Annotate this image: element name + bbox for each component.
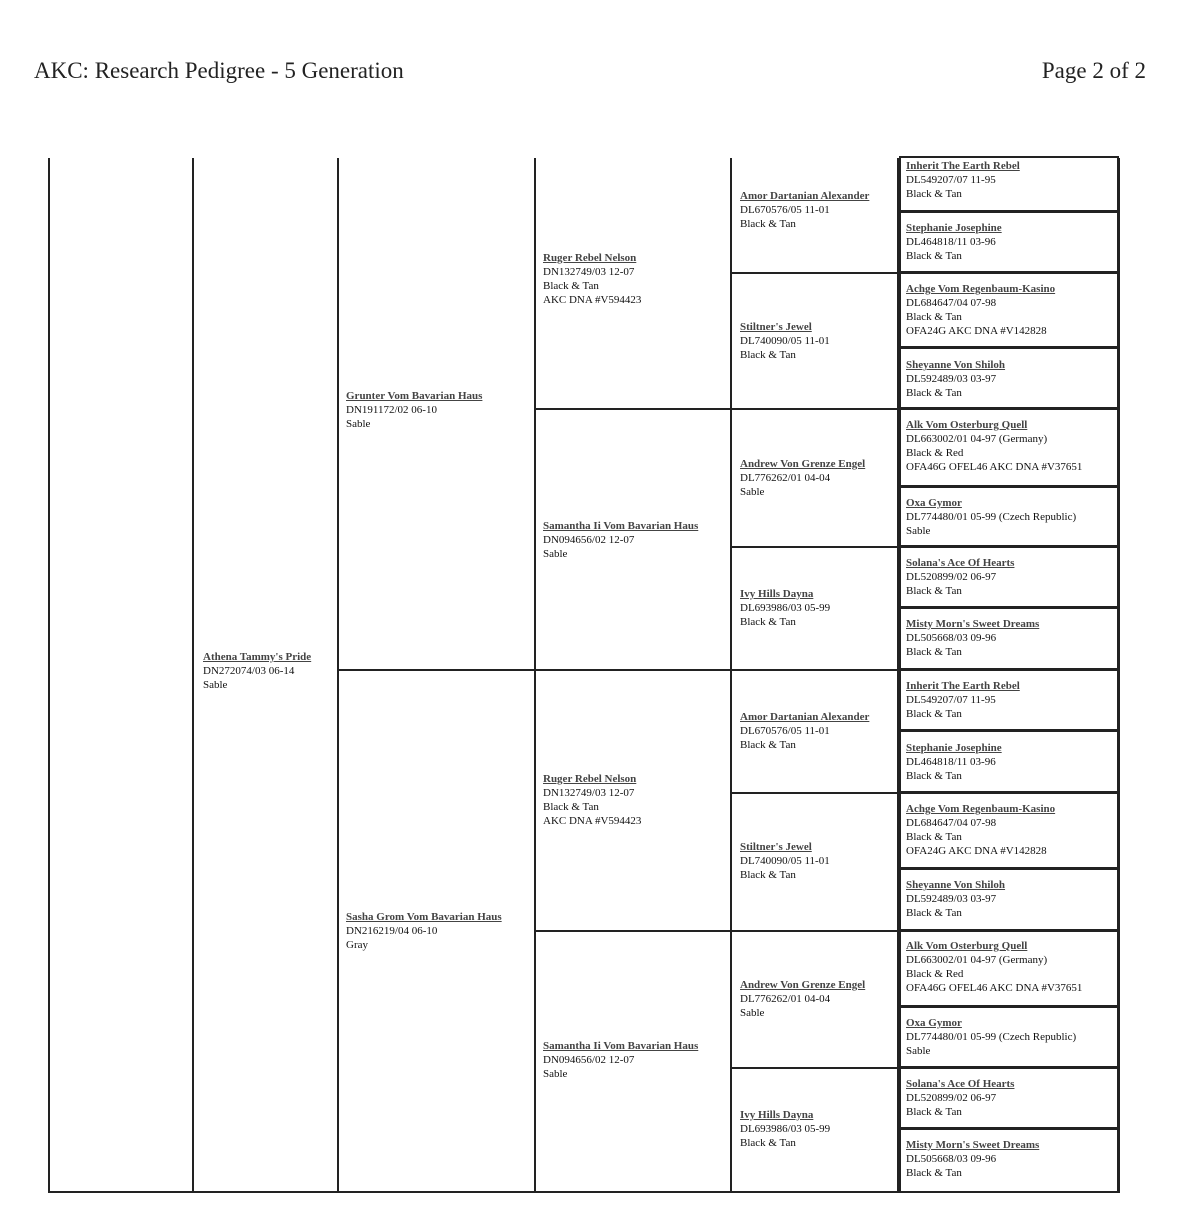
gen5-entry: [906, 358, 1005, 400]
column-line: [337, 158, 339, 1193]
coat-color: Black & Tan: [740, 218, 796, 230]
dog-name[interactable]: Achge Vom Regenbaum-Kasino: [906, 283, 1056, 295]
coat-color: Black & Tan: [740, 349, 796, 361]
dog-name[interactable]: Alk Vom Osterburg Quell: [906, 419, 1028, 431]
dog-name[interactable]: Andrew Von Grenze Engel: [740, 979, 866, 991]
registration: DL670576/05 11-01: [740, 204, 830, 216]
coat-color: Black & Tan: [906, 188, 962, 200]
dog-name[interactable]: Sheyanne Von Shiloh: [906, 359, 1006, 371]
dog-name[interactable]: Ruger Rebel Nelson: [543, 252, 637, 264]
coat-color: Gray: [346, 939, 368, 951]
coat-color: Black & Tan: [906, 250, 962, 262]
dog-name[interactable]: Oxa Gymor: [906, 497, 962, 509]
registration: DN216219/04 06-10: [346, 925, 438, 937]
dog-name[interactable]: Inherit The Earth Rebel: [906, 160, 1020, 172]
registration: DL693986/03 05-99: [740, 602, 831, 614]
dog-name[interactable]: Solana's Ace Of Hearts: [906, 557, 1015, 569]
gen5-entry: [906, 496, 1076, 538]
coat-color: Black & Tan: [906, 907, 962, 919]
gen5-entry: [906, 1077, 1014, 1119]
dog-name[interactable]: Achge Vom Regenbaum-Kasino: [906, 803, 1056, 815]
health-dna-info: OFA46G OFEL46 AKC DNA #V37651: [906, 982, 1083, 994]
coat-color: Sable: [740, 486, 765, 498]
column-line: [192, 158, 194, 1193]
dog-name[interactable]: Misty Morn's Sweet Dreams: [906, 1139, 1040, 1151]
dog-name[interactable]: Amor Dartanian Alexander: [740, 190, 870, 202]
gen4-entry: [740, 710, 869, 752]
registration: DL776262/01 04-04: [740, 993, 831, 1005]
coat-color: Black & Tan: [906, 585, 962, 597]
registration: DN132749/03 12-07: [543, 266, 635, 278]
gen4-entry: [740, 457, 865, 499]
gen2-entry-sire: [346, 389, 482, 431]
coat-color: Sable: [543, 1068, 568, 1080]
registration: DL505668/03 09-96: [906, 1153, 997, 1165]
column-line: [730, 158, 732, 1193]
health-dna-info: OFA46G OFEL46 AKC DNA #V37651: [906, 461, 1083, 473]
gen4-entry: [740, 978, 865, 1020]
coat-color: Black & Tan: [906, 387, 962, 399]
dog-name[interactable]: Sheyanne Von Shiloh: [906, 879, 1006, 891]
dog-name[interactable]: Stephanie Josephine: [906, 222, 1002, 234]
coat-color: Black & Tan: [543, 280, 599, 292]
gen3-entry: [543, 519, 698, 561]
dna-info: AKC DNA #V594423: [543, 815, 642, 827]
coat-color: Black & Tan: [906, 1106, 962, 1118]
document-title: AKC: Research Pedigree - 5 Generation: [34, 58, 404, 83]
registration: DL663002/01 04-97 (Germany): [906, 433, 1048, 445]
gen5-entry: [906, 939, 1082, 995]
coat-color: Black & Tan: [906, 1167, 962, 1179]
coat-color: Black & Tan: [906, 311, 962, 323]
registration: DL520899/02 06-97: [906, 571, 997, 583]
registration: DL464818/11 03-96: [906, 756, 996, 768]
gen5-entry: [906, 418, 1082, 474]
gen4-entry: [740, 189, 869, 231]
registration: DL520899/02 06-97: [906, 1092, 997, 1104]
coat-color: Black & Red: [906, 447, 964, 459]
dog-name[interactable]: Alk Vom Osterburg Quell: [906, 940, 1028, 952]
registration: DN132749/03 12-07: [543, 787, 635, 799]
registration: DL740090/05 11-01: [740, 335, 830, 347]
coat-color: Sable: [203, 679, 228, 691]
gen5-entry: [906, 617, 1039, 659]
gen5-entry: [906, 159, 1020, 201]
gen5-entry: [906, 802, 1055, 858]
gen4-entry: [740, 1108, 830, 1150]
dog-name[interactable]: Inherit The Earth Rebel: [906, 680, 1020, 692]
registration: DL693986/03 05-99: [740, 1123, 831, 1135]
registration: DL776262/01 04-04: [740, 472, 831, 484]
registration: DL774480/01 05-99 (Czech Republic): [906, 511, 1077, 523]
gen5-entry: [906, 741, 1002, 783]
coat-color: Black & Tan: [740, 869, 796, 881]
column-line: [534, 158, 536, 1193]
dog-name[interactable]: Ivy Hills Dayna: [740, 1109, 814, 1121]
coat-color: Black & Tan: [740, 1137, 796, 1149]
dog-name[interactable]: Stiltner's Jewel: [740, 321, 812, 333]
dog-name[interactable]: Oxa Gymor: [906, 1017, 962, 1029]
gen5-entry: [906, 1138, 1039, 1180]
dog-name[interactable]: Grunter Vom Bavarian Haus: [346, 390, 483, 402]
gen5-entry: [906, 878, 1005, 920]
dog-name[interactable]: Andrew Von Grenze Engel: [740, 458, 866, 470]
gen3-entry: [543, 251, 641, 307]
gen4-entry: [740, 840, 830, 882]
dog-name[interactable]: Samantha Ii Vom Bavarian Haus: [543, 520, 699, 532]
dog-name[interactable]: Stiltner's Jewel: [740, 841, 812, 853]
health-dna-info: OFA24G AKC DNA #V142828: [906, 845, 1047, 857]
coat-color: Black & Red: [906, 968, 964, 980]
coat-color: Sable: [740, 1007, 765, 1019]
gen4-entry: [740, 587, 830, 629]
gen5-entry: [906, 679, 1020, 721]
dna-info: AKC DNA #V594423: [543, 294, 642, 306]
dog-name[interactable]: Stephanie Josephine: [906, 742, 1002, 754]
gen5-entry: [906, 1016, 1076, 1058]
registration: DL684647/04 07-98: [906, 297, 997, 309]
dog-name[interactable]: Athena Tammy's Pride: [203, 651, 312, 663]
registration: DN191172/02 06-10: [346, 404, 437, 416]
registration: DL549207/07 11-95: [906, 174, 996, 186]
dog-name[interactable]: Samantha Ii Vom Bavarian Haus: [543, 1040, 699, 1052]
dog-name[interactable]: Misty Morn's Sweet Dreams: [906, 618, 1040, 630]
registration: DL740090/05 11-01: [740, 855, 830, 867]
dog-name[interactable]: Solana's Ace Of Hearts: [906, 1078, 1015, 1090]
registration: DL549207/07 11-95: [906, 694, 996, 706]
gen4-entry: [740, 320, 830, 362]
gen5-entry: [906, 282, 1055, 338]
dog-name[interactable]: Sasha Grom Vom Bavarian Haus: [346, 911, 502, 923]
coat-color: Sable: [543, 548, 568, 560]
gen3-entry: [543, 772, 641, 828]
gen5-entry: [906, 221, 1002, 263]
registration: DL464818/11 03-96: [906, 236, 996, 248]
registration: DL670576/05 11-01: [740, 725, 830, 737]
registration: DL684647/04 07-98: [906, 817, 997, 829]
gen3-entry: [543, 1039, 698, 1081]
coat-color: Black & Tan: [906, 770, 962, 782]
dog-name[interactable]: Ruger Rebel Nelson: [543, 773, 637, 785]
coat-color: Black & Tan: [906, 646, 962, 658]
dog-name[interactable]: Ivy Hills Dayna: [740, 588, 814, 600]
registration: DN094656/02 12-07: [543, 1054, 635, 1066]
registration: DN272074/03 06-14: [203, 665, 295, 677]
page-number: Page 2 of 2: [1041, 58, 1146, 83]
coat-color: Black & Tan: [906, 708, 962, 720]
coat-color: Sable: [906, 1045, 931, 1057]
gen5-entry: [906, 556, 1014, 598]
gen2-entry-dam: [346, 910, 502, 952]
registration: DL774480/01 05-99 (Czech Republic): [906, 1031, 1077, 1043]
health-dna-info: OFA24G AKC DNA #V142828: [906, 325, 1047, 337]
dog-name[interactable]: Amor Dartanian Alexander: [740, 711, 870, 723]
coat-color: Black & Tan: [543, 801, 599, 813]
coat-color: Black & Tan: [906, 831, 962, 843]
registration: DL592489/03 03-97: [906, 373, 997, 385]
coat-color: Black & Tan: [740, 739, 796, 751]
column-line: [48, 158, 50, 1193]
registration: DL663002/01 04-97 (Germany): [906, 954, 1048, 966]
coat-color: Black & Tan: [740, 616, 796, 628]
registration: DL592489/03 03-97: [906, 893, 997, 905]
registration: DL505668/03 09-96: [906, 632, 997, 644]
coat-color: Sable: [346, 418, 371, 430]
registration: DN094656/02 12-07: [543, 534, 635, 546]
gen1-entry: [203, 650, 311, 692]
coat-color: Sable: [906, 525, 931, 537]
